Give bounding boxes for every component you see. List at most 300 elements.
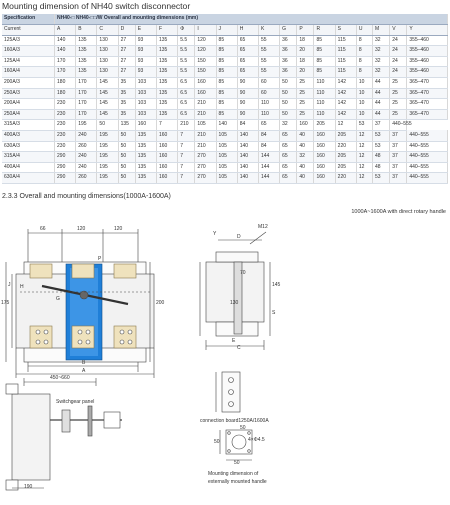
table-cell: 85 — [216, 99, 237, 110]
table-cell: 160 — [156, 141, 177, 152]
group-header: NH40-□ NH40-□□/W Overall and mounting dimensions (mm) — [55, 14, 448, 25]
table-cell: 240 — [76, 162, 97, 173]
table-cell: 400A/4 — [2, 162, 55, 173]
table-cell: 160 — [135, 120, 156, 131]
table-cell: 115 — [335, 46, 356, 57]
spec-header: Specification — [2, 14, 55, 25]
dim-label-190: 190 — [24, 484, 33, 490]
table-cell: 210 — [195, 109, 216, 120]
table-cell: 160 — [156, 173, 177, 184]
table-cell: 120 — [195, 35, 216, 46]
letter-h: H — [20, 284, 24, 290]
dim-label-120a: 120 — [77, 226, 86, 232]
table-cell: 105 — [195, 120, 216, 131]
table-cell: 85 — [216, 109, 237, 120]
table-cell: 135 — [156, 46, 177, 57]
table-cell: 5.5 — [178, 35, 195, 46]
table-cell: 135 — [135, 141, 156, 152]
table-cell: 24 — [390, 35, 407, 46]
letter-j: J — [8, 282, 11, 288]
table-cell: 12 — [356, 152, 372, 163]
table-cell: 44 — [373, 88, 390, 99]
connection-board — [222, 372, 240, 412]
table-cell: 25 — [390, 88, 407, 99]
letter-c: C — [237, 345, 241, 351]
table-cell: 160A/3 — [2, 46, 55, 57]
table-cell: 53 — [356, 120, 372, 131]
table-cell: 440–555 — [407, 162, 448, 173]
panel-body — [12, 394, 50, 480]
table-cell: 365–470 — [407, 88, 448, 99]
column-header: C — [97, 25, 118, 36]
table-cell: 35 — [118, 109, 135, 120]
letter-s: S — [272, 310, 276, 316]
table-cell: 25 — [297, 99, 314, 110]
table-cell: 110 — [258, 99, 279, 110]
table-cell: 145 — [97, 77, 118, 88]
table-cell: 270 — [195, 162, 216, 173]
table-cell: 8 — [356, 67, 372, 78]
column-header: K — [258, 25, 279, 36]
table-cell: 205 — [335, 130, 356, 141]
table-cell: 25 — [390, 99, 407, 110]
table-cell: 135 — [76, 35, 97, 46]
table-cell: 93 — [135, 46, 156, 57]
table-cell: 40 — [297, 162, 314, 173]
table-cell: 135 — [156, 88, 177, 99]
table-cell: 5.5 — [178, 67, 195, 78]
table-cell: 37 — [390, 162, 407, 173]
switchgear-panel-plate — [88, 406, 92, 436]
table-cell: 170 — [76, 88, 97, 99]
table-cell: 93 — [135, 35, 156, 46]
table-cell: 10 — [356, 99, 372, 110]
table-cell: 85 — [216, 35, 237, 46]
table-cell: 50 — [280, 77, 297, 88]
table-cell: 7 — [178, 173, 195, 184]
table-cell: 10 — [356, 109, 372, 120]
table-cell: 140 — [55, 46, 76, 57]
column-header: J — [216, 25, 237, 36]
table-cell: 220 — [335, 141, 356, 152]
table-cell: 85 — [314, 56, 335, 67]
letter-g: G — [56, 296, 60, 302]
table-cell: 37 — [390, 152, 407, 163]
letter-e: E — [232, 338, 236, 344]
table-cell: 160 — [314, 141, 335, 152]
table-cell: 355–460 — [407, 35, 448, 46]
column-header: B — [76, 25, 97, 36]
column-header: A — [55, 25, 76, 36]
table-cell: 160 — [156, 162, 177, 173]
table-cell: 18 — [297, 35, 314, 46]
table-cell: 140 — [237, 130, 258, 141]
table-cell: 130 — [97, 56, 118, 67]
table-cell: 230 — [55, 109, 76, 120]
table-cell: 160 — [156, 152, 177, 163]
dim-label-50b: 50 — [234, 460, 240, 466]
column-header: H — [237, 25, 258, 36]
table-cell: 160 — [314, 162, 335, 173]
table-cell: 32 — [373, 56, 390, 67]
table-cell: 60 — [258, 88, 279, 99]
table-cell: 250A/4 — [2, 109, 55, 120]
table-cell: 135 — [76, 67, 97, 78]
table-cell: 260 — [76, 141, 97, 152]
table-cell: 105 — [216, 130, 237, 141]
table-cell: 440–555 — [407, 141, 448, 152]
table-cell: 85 — [314, 35, 335, 46]
table-cell: 12 — [356, 173, 372, 184]
table-cell: 44 — [373, 109, 390, 120]
table-cell: 440–555 — [407, 152, 448, 163]
table-cell: 53 — [373, 130, 390, 141]
table-cell: 140 — [237, 162, 258, 173]
page-title: Mounting dimension of NH40 switch disconnector — [2, 1, 191, 11]
table-cell: 210 — [195, 141, 216, 152]
table-cell: 44 — [373, 99, 390, 110]
table-cell: 32 — [373, 67, 390, 78]
table-cell: 60 — [258, 77, 279, 88]
table-cell: 230 — [55, 99, 76, 110]
table-cell: 50 — [118, 141, 135, 152]
mounting-caption-line2: externally mounted handle — [208, 479, 267, 485]
table-cell: 35 — [118, 88, 135, 99]
table-cell: 25 — [297, 109, 314, 120]
dim-label-450-660: 450~660 — [50, 375, 70, 381]
table-cell: 125A/3 — [2, 35, 55, 46]
table-cell: 65 — [280, 130, 297, 141]
table-cell: 85 — [216, 77, 237, 88]
table-cell: 6.5 — [178, 77, 195, 88]
dim-label-70: 70 — [240, 270, 246, 276]
dim-label-200: 200 — [156, 300, 165, 306]
table-cell: 12 — [356, 130, 372, 141]
table-cell: 27 — [118, 46, 135, 57]
table-cell: 270 — [195, 173, 216, 184]
table-cell: 35 — [118, 99, 135, 110]
column-header: V — [390, 25, 407, 36]
table-cell: 40 — [297, 130, 314, 141]
table-cell: 85 — [314, 67, 335, 78]
letter-a: A — [82, 368, 86, 374]
dim-label-66: 66 — [40, 226, 46, 232]
table-cell: 140 — [55, 35, 76, 46]
table-cell: 440–555 — [390, 120, 407, 131]
table-cell: 290 — [55, 173, 76, 184]
table-cell: 25 — [297, 88, 314, 99]
table-cell: 55 — [258, 35, 279, 46]
table-cell: 32 — [373, 35, 390, 46]
dim-label-145: 145 — [272, 282, 281, 288]
column-header: E — [135, 25, 156, 36]
table-cell: 103 — [135, 88, 156, 99]
table-cell: 65 — [258, 120, 279, 131]
table-cell: 53 — [373, 141, 390, 152]
table-cell: 40 — [297, 141, 314, 152]
table-cell: 270 — [195, 152, 216, 163]
terminal-bottom-right — [114, 326, 136, 348]
table-cell: 35 — [118, 77, 135, 88]
table-cell: 40 — [297, 173, 314, 184]
table-cell: 110 — [314, 109, 335, 120]
table-cell: 170 — [76, 77, 97, 88]
table-cell: 130 — [97, 35, 118, 46]
table-cell: 85 — [216, 67, 237, 78]
column-header: Y — [407, 25, 448, 36]
table-cell: 135 — [156, 67, 177, 78]
table-cell: 5.5 — [178, 46, 195, 57]
table-cell: 365–470 — [407, 109, 448, 120]
table-cell: 84 — [258, 141, 279, 152]
table-cell: 135 — [76, 46, 97, 57]
column-header: R — [314, 25, 335, 36]
table-cell: 180 — [55, 88, 76, 99]
table-cell: 65 — [237, 67, 258, 78]
table-cell: 65 — [280, 141, 297, 152]
dim-label-m12: M12 — [258, 224, 268, 230]
column-header: F — [156, 25, 177, 36]
table-cell: 160A/4 — [2, 67, 55, 78]
dim-label-130: 130 — [230, 300, 239, 306]
table-cell: 90 — [237, 99, 258, 110]
table-cell: 140 — [216, 120, 237, 131]
table-cell: 195 — [97, 130, 118, 141]
table-cell: 93 — [135, 56, 156, 67]
table-cell: 8 — [356, 56, 372, 67]
table-cell: 125A/4 — [2, 56, 55, 67]
table-cell: 50 — [280, 109, 297, 120]
table-cell: 32 — [373, 46, 390, 57]
table-cell: 135 — [156, 35, 177, 46]
table-cell: 5.5 — [178, 56, 195, 67]
table-cell: 230 — [55, 141, 76, 152]
table-cell: 36 — [280, 56, 297, 67]
table-cell: 105 — [216, 152, 237, 163]
table-cell: 25 — [390, 77, 407, 88]
table-cell: 37 — [390, 141, 407, 152]
table-cell: 630A/3 — [2, 141, 55, 152]
table-cell: 160 — [195, 77, 216, 88]
table-cell: 65 — [280, 173, 297, 184]
table-cell: 115 — [335, 67, 356, 78]
table-cell: 10 — [356, 88, 372, 99]
table-cell: 355–460 — [407, 67, 448, 78]
table-cell: 103 — [135, 77, 156, 88]
table-cell: 115 — [335, 56, 356, 67]
table-cell: 250A/3 — [2, 88, 55, 99]
table-cell: 160 — [156, 130, 177, 141]
table-cell: 440–555 — [407, 130, 448, 141]
table-cell: 50 — [118, 162, 135, 173]
table-cell: 65 — [280, 152, 297, 163]
table-cell: 55 — [258, 46, 279, 57]
table-cell: 50 — [280, 99, 297, 110]
table-cell: 142 — [335, 99, 356, 110]
column-header: D — [118, 25, 135, 36]
table-cell: 93 — [135, 67, 156, 78]
table-cell: 103 — [135, 99, 156, 110]
table-cell: 50 — [118, 130, 135, 141]
table-cell: 195 — [97, 162, 118, 173]
table-cell: 32 — [297, 152, 314, 163]
table-cell: 220 — [335, 173, 356, 184]
table-cell: 160 — [314, 152, 335, 163]
dim-label-50c: 50 — [240, 425, 246, 431]
table-cell: 135 — [135, 152, 156, 163]
switchgear-panel-label: Switchgear panel — [56, 399, 95, 405]
table-cell: 240 — [76, 152, 97, 163]
table-cell: 160 — [297, 120, 314, 131]
table-cell: 27 — [118, 56, 135, 67]
table-cell: 90 — [237, 77, 258, 88]
table-cell: 145 — [97, 109, 118, 120]
table-cell: 170 — [76, 99, 97, 110]
table-cell: 110 — [314, 99, 335, 110]
table-cell: 170 — [55, 56, 76, 67]
table-cell: 135 — [118, 120, 135, 131]
letter-b: B — [82, 360, 86, 366]
table-cell: 130 — [97, 67, 118, 78]
terminal-bottom-left — [30, 326, 52, 348]
table-cell: 55 — [258, 67, 279, 78]
table-cell: 85 — [314, 46, 335, 57]
table-cell: 170 — [76, 109, 97, 120]
table-cell: 110 — [258, 109, 279, 120]
letter-p: P — [98, 256, 102, 262]
table-cell: 10 — [356, 77, 372, 88]
table-cell: 6.5 — [178, 88, 195, 99]
table-cell: 65 — [237, 35, 258, 46]
table-cell: 36 — [280, 67, 297, 78]
table-cell: 142 — [335, 77, 356, 88]
column-header: P — [297, 25, 314, 36]
table-cell: 103 — [135, 109, 156, 120]
mounting-caption-line1: Mounting dimension of — [208, 471, 259, 477]
table-cell: 140 — [237, 173, 258, 184]
terminal-top-left — [30, 264, 52, 278]
table-cell: 110 — [314, 77, 335, 88]
table-cell: 135 — [156, 109, 177, 120]
table-cell: 135 — [156, 99, 177, 110]
letter-d: D — [237, 234, 241, 240]
table-cell: 7 — [178, 130, 195, 141]
table-cell: 48 — [373, 162, 390, 173]
table-cell: 135 — [135, 173, 156, 184]
table-cell: 53 — [373, 173, 390, 184]
table-cell: 12 — [356, 162, 372, 173]
table-cell: 25 — [297, 77, 314, 88]
table-cell: 170 — [55, 67, 76, 78]
table-cell: 135 — [135, 130, 156, 141]
table-cell: 32 — [280, 120, 297, 131]
dim-label-175: 175 — [1, 300, 10, 306]
table-cell: 90 — [237, 88, 258, 99]
table-cell: 150 — [195, 56, 216, 67]
table-cell: 144 — [258, 152, 279, 163]
table-cell: 6.5 — [178, 99, 195, 110]
table-cell: 115 — [335, 35, 356, 46]
table-cell: 260 — [76, 173, 97, 184]
table-cell: 24 — [390, 46, 407, 57]
table-cell: 180 — [55, 77, 76, 88]
table-cell: 140 — [237, 152, 258, 163]
column-header: Current — [2, 25, 55, 36]
table-cell: 195 — [76, 120, 97, 131]
table-cell: 315A/4 — [2, 152, 55, 163]
column-header: U — [356, 25, 372, 36]
table-cell: 37 — [373, 120, 390, 131]
table-cell: 50 — [118, 152, 135, 163]
table-cell: 144 — [258, 162, 279, 173]
table-cell: 400A/3 — [2, 130, 55, 141]
letter-y: Y — [213, 231, 217, 237]
table-cell: 150 — [195, 67, 216, 78]
table-cell: 12 — [356, 141, 372, 152]
table-cell: 290 — [55, 152, 76, 163]
table-cell: 105 — [216, 173, 237, 184]
table-cell: 160 — [314, 130, 335, 141]
table-cell: 105 — [216, 141, 237, 152]
column-header: I — [195, 25, 216, 36]
table-cell: 210 — [195, 130, 216, 141]
column-header: Φ — [178, 25, 195, 36]
table-cell: 18 — [297, 56, 314, 67]
table-cell: 105 — [216, 162, 237, 173]
table-cell: 36 — [280, 46, 297, 57]
table-cell: 7 — [156, 120, 177, 131]
table-cell: 120 — [195, 46, 216, 57]
table-cell: 135 — [156, 56, 177, 67]
table-cell: 135 — [76, 56, 97, 67]
table-cell: 84 — [258, 130, 279, 141]
drawing-subtitle: 1000A~1600A with direct rotary handle — [351, 209, 446, 215]
table-cell: 365–470 — [407, 77, 448, 88]
table-cell: 7 — [178, 152, 195, 163]
table-cell: 55 — [258, 56, 279, 67]
table-cell: 355–460 — [407, 56, 448, 67]
table-cell: 65 — [237, 46, 258, 57]
table-cell: 110 — [314, 88, 335, 99]
table-cell: 142 — [335, 88, 356, 99]
table-cell: 195 — [97, 141, 118, 152]
table-cell: 630A/4 — [2, 173, 55, 184]
table-cell: 205 — [314, 120, 335, 131]
terminal-top-right — [114, 264, 136, 278]
column-header: M — [373, 25, 390, 36]
table-cell: 230 — [55, 130, 76, 141]
section-title: 2.3.3 Overall and mounting dimensions(1000A-1600A) — [2, 193, 171, 200]
table-cell: 230 — [55, 120, 76, 131]
table-cell: 145 — [97, 99, 118, 110]
table-cell: 20 — [297, 67, 314, 78]
table-cell: 160 — [195, 88, 216, 99]
terminal-bottom-mid — [72, 326, 94, 348]
table-cell: 144 — [258, 173, 279, 184]
column-header: G — [280, 25, 297, 36]
table-cell: 135 — [156, 77, 177, 88]
table-cell: 140 — [237, 141, 258, 152]
table-cell: 355–460 — [407, 46, 448, 57]
table-cell: 12 — [335, 120, 356, 131]
table-cell: 8 — [356, 35, 372, 46]
dim-label-120b: 120 — [114, 226, 123, 232]
table-cell: 85 — [216, 88, 237, 99]
table-cell: 6.5 — [178, 109, 195, 120]
table-cell: 85 — [216, 56, 237, 67]
table-cell: 24 — [390, 56, 407, 67]
table-cell: 145 — [97, 88, 118, 99]
